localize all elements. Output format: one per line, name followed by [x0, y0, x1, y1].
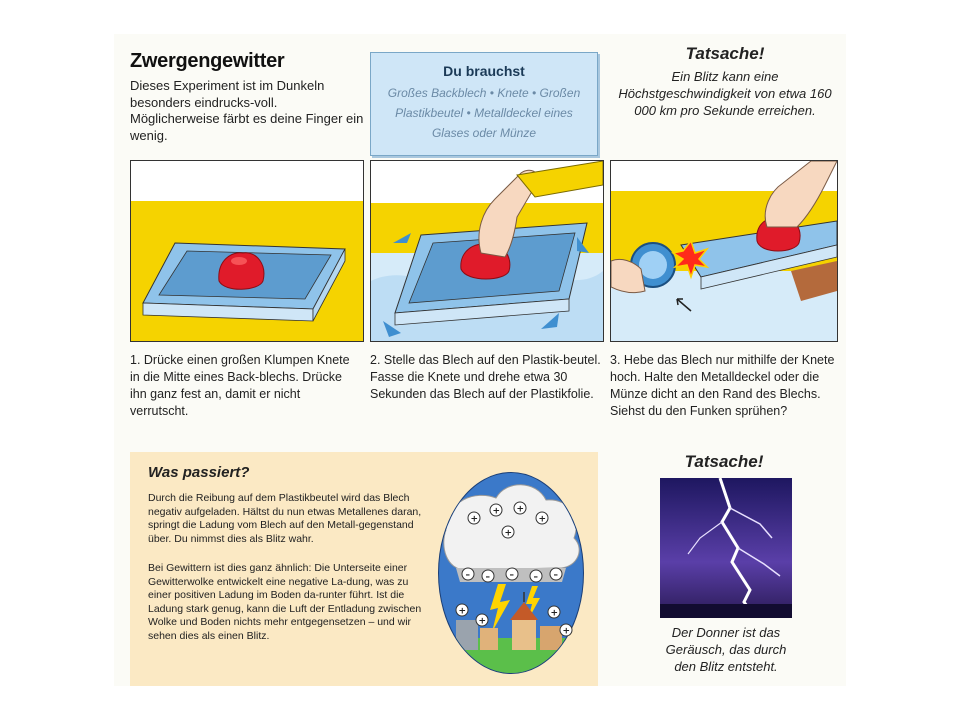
svg-text:–: –: [509, 570, 514, 581]
tray-turning-image: [371, 161, 603, 341]
fact-text-top: Ein Blitz kann eine Höchstgeschwindigkeit von etwa 160 000 km pro Sekunde erreichen.: [618, 69, 832, 118]
book-page: [114, 34, 846, 686]
step-3-illustration: [610, 160, 838, 342]
explanation-box: [130, 452, 598, 686]
tray-with-clay-image: [131, 161, 363, 341]
explanation-paragraph-2: Bei Gewittern ist dies ganz ähnlich: Die Unterseite einer Gewitterwolke entwickelt eine negative La-dung, was zu einer positiven Ladung im Boden da-runter führt. Ist die Ladung stark genug, kann die Luft der Entladung zwischen Wolke und Boden nichts mehr entgegensetzen – und wir sehen dies als einen Blitz.: [148, 562, 422, 642]
fact-text-bottom: Der Donner ist das Geräusch, das durch den Blitz entsteht.: [665, 625, 787, 674]
svg-text:+: +: [504, 528, 513, 539]
svg-text:+: +: [458, 606, 467, 617]
svg-text:–: –: [553, 570, 558, 581]
svg-text:+: +: [538, 514, 547, 525]
step-2-illustration: [370, 160, 604, 342]
svg-text:+: +: [550, 608, 559, 619]
step-2-caption: 2. Stelle das Blech auf den Plastik-beutel. Fasse die Knete und drehe etwa 30 Sekunden das Blech auf der Plastikfolie.: [370, 353, 601, 401]
materials-box: [370, 52, 598, 156]
intro-text: Dieses Experiment ist im Dunkeln besonders eindrucks-voll. Möglicherweise färbt es deine Finger ein wenig.: [130, 78, 364, 143]
materials-list: Großes Backblech • Knete • Großen Plastikbeutel • Metalldeckel eines Glases oder Münze: [387, 86, 581, 140]
explanation-title: Was passiert?: [148, 464, 250, 481]
step-3-caption: 3. Hebe das Blech nur mithilfe der Knete hoch. Halte den Metalldeckel oder die Münze dicht an den Rand des Blechs. Siehst du den Funken sprühen?: [610, 353, 835, 418]
svg-text:+: +: [562, 626, 571, 637]
lightning-photo: [660, 478, 792, 618]
spark-image: [611, 161, 837, 341]
svg-text:–: –: [485, 572, 490, 583]
fact-title-top: Tatsache!: [685, 44, 765, 63]
svg-text:–: –: [533, 572, 538, 583]
fact-title-bottom: Tatsache!: [684, 452, 764, 471]
lightning-image: [660, 478, 792, 618]
materials-title: Du brauchst: [443, 63, 525, 79]
explanation-paragraph-1: Durch die Reibung auf dem Plastikbeutel wird das Blech negativ aufgeladen. Hältst du nun etwas Metallenes daran, springt die Ladung vom Blech auf den Metall-gegenstand über. Du nimmst dies als Blitz wahr.: [148, 492, 422, 545]
svg-text:+: +: [478, 616, 487, 627]
thunderstorm-diagram: [436, 470, 586, 676]
svg-text:+: +: [516, 504, 525, 515]
step-1-illustration: [130, 160, 364, 342]
svg-text:+: +: [470, 514, 479, 525]
step-1-caption: 1. Drücke einen großen Klumpen Knete in die Mitte eines Back-blechs. Drücke ihn ganz fest an, damit er nicht verrutscht.: [130, 353, 350, 418]
svg-text:–: –: [465, 570, 470, 581]
svg-text:+: +: [492, 506, 501, 517]
fact-box-top: [610, 44, 840, 119]
page-title: Zwergengewitter: [130, 50, 285, 72]
